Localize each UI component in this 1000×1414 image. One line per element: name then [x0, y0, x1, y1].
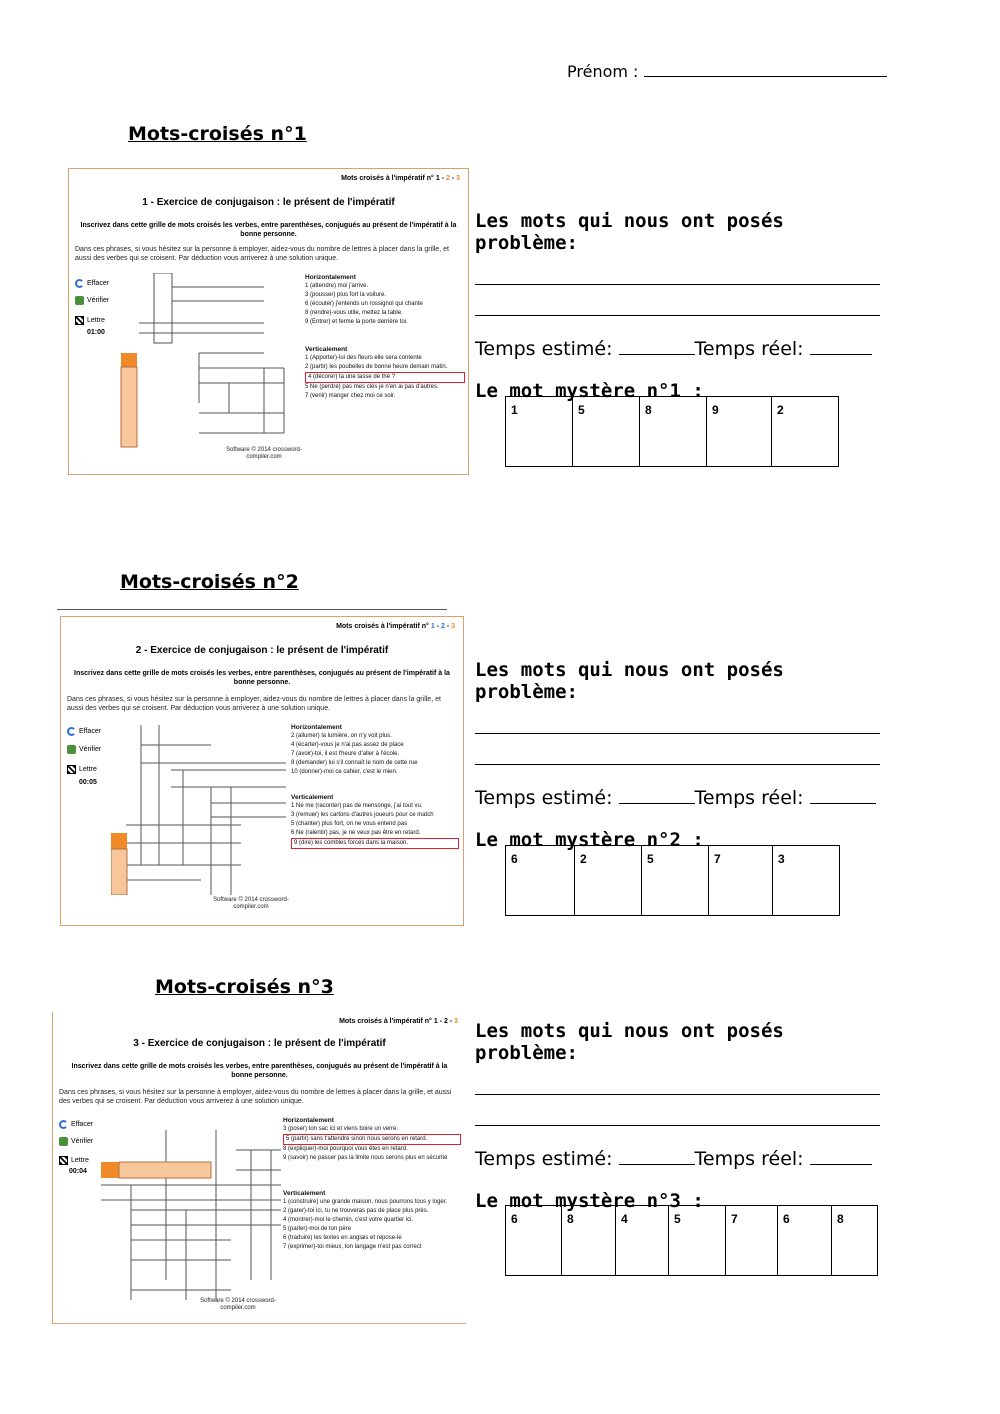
clue: 8 (demander) lui s'il connaît le nom de cette rue [291, 760, 418, 766]
topref-sep: - [449, 175, 457, 182]
mystery-cell[interactable]: 4 [616, 1206, 669, 1276]
clue: 4 (montrer)-moi le chemin, c'est votre quartier ici. [283, 1217, 414, 1223]
mystery-word-grid-2 [505, 845, 840, 916]
time-est-blank[interactable] [619, 338, 695, 355]
horiz-title: Horizontalement [291, 724, 342, 731]
mystery-label: Le mot mystère n°2 : [475, 829, 704, 851]
problem-label: Les mots qui nous ont posés problème: [475, 1020, 784, 1064]
exercise-title-2: Mots-croisés n°2 [120, 571, 299, 593]
exercise-paragraph: Dans ces phrases, si vous hésitez sur la personne à employer, aidez-vous du nombre de lettres à placer dans la grille, et aussi des verbes qui se croisent. Par déduction vous arriverez à une solution unique. [75, 246, 449, 262]
mystery-cell[interactable]: 5 [669, 1206, 726, 1276]
exercise-paragraph: Dans ces phrases, si vous hésitez sur la personne à employer, aidez-vous du nombre de lettres à placer dans la grille, et aussi des verbes qui se croisent. Par déduction vous arriverez à une solution unique. [67, 696, 441, 712]
answer-line[interactable] [475, 284, 880, 285]
time-est-label: Temps estimé: [475, 1148, 613, 1170]
vert-title: Verticalement [283, 1190, 326, 1197]
exercise-instruction: Inscrivez dans cette grille de mots croisés les verbes, entre parenthèses, conjugués au présent de l'impératif à la bonne personne. [80, 222, 457, 238]
tool-verifier [59, 1137, 93, 1146]
clue-highlighted: 9 (dire) les combles forcés dans la maison. [291, 838, 459, 849]
topref-sep: - [447, 1018, 455, 1025]
topref-1 [341, 175, 460, 182]
time-real-blank[interactable] [810, 338, 872, 355]
clue: 6 (écouter) j'entends un rossignol qui chante [305, 301, 423, 307]
answer-line[interactable] [475, 764, 880, 765]
tool-label: Effacer [71, 1121, 94, 1128]
prenom-field [567, 62, 887, 81]
topref-num: 1 [430, 623, 435, 630]
tool-lettre [67, 765, 97, 774]
mystery-label: Le mot mystère n°1 : [475, 380, 704, 402]
tool-label: Vérifier [71, 1138, 94, 1145]
exercise-title-3: Mots-croisés n°3 [155, 976, 334, 998]
mystery-cell[interactable]: 8 [832, 1206, 878, 1276]
mystery-cell[interactable]: 9 [707, 397, 772, 467]
clue: 7 (venir) manger chez moi ce soir. [305, 393, 396, 399]
tool-label: Effacer [87, 280, 110, 287]
topref-prefix: Mots croisés à l'impératif n° [339, 1018, 432, 1025]
exercise-instruction: Inscrivez dans cette grille de mots croisés les verbes, entre parenthèses, conjugués au présent de l'impératif à la bonne personne. [71, 1063, 448, 1079]
prenom-label: Prénom : [567, 62, 639, 81]
clue-highlighted: 5 (partir) sans t'attendre sinon nous serons en retard. [283, 1134, 461, 1145]
tool-label: Vérifier [79, 746, 102, 753]
exercise-heading: 2 - Exercice de conjugaison : le présent de l'impératif [135, 645, 389, 656]
clue: 1 (attendre) moi j'arrive. [305, 283, 369, 289]
time-est-blank[interactable] [619, 787, 695, 804]
clue: 10 (donner)-moi ce cahier, c'est le mien. [291, 769, 398, 775]
answer-panel-2 [475, 659, 885, 851]
tool-label: Lettre [79, 766, 97, 773]
tool-lettre [75, 316, 105, 325]
mystery-cell[interactable]: 8 [640, 397, 707, 467]
topref-sep: - [439, 175, 446, 182]
clue: 2 (allumer) la lumière, on n'y voit plus. [291, 733, 392, 739]
crossword-screenshot-2 [60, 616, 464, 926]
clue: 3 (pousser) plus fort la voiture. [305, 292, 387, 298]
divider [57, 609, 447, 610]
tool-label: Effacer [79, 728, 102, 735]
time-row [475, 1148, 885, 1170]
topref-sep: - [437, 1018, 444, 1025]
answer-line[interactable] [475, 1125, 880, 1126]
clue: 2 (garer)-toi ici, tu ne trouveras pas de place plus près. [283, 1208, 429, 1214]
topref-prefix: Mots croisés à l'impératif n° [341, 175, 434, 182]
mystery-cell[interactable]: 6 [506, 846, 575, 916]
clue: 8 (rendre)-vous utile, mettez la table. [305, 310, 403, 316]
clue: 5 (chanter) plus fort, on ne vous entend pas [291, 821, 408, 827]
clue: 5 (parler)-moi de ton père [283, 1226, 352, 1232]
tool-lettre [59, 1156, 89, 1165]
clue: 6 (traduire) les textes en anglais et repose-le [283, 1235, 402, 1241]
tool-label: Lettre [71, 1157, 89, 1164]
letter-icon [67, 765, 76, 774]
tool-label: Vérifier [87, 297, 110, 304]
exercise-heading: 1 - Exercice de conjugaison : le présent de l'impératif [142, 197, 395, 208]
time-real-blank[interactable] [810, 787, 876, 804]
time-real-label: Temps réel: [694, 787, 804, 809]
clues-panel [305, 273, 465, 401]
mystery-cell[interactable]: 6 [506, 1206, 562, 1276]
tool-verifier [75, 296, 109, 305]
topref-2 [336, 623, 455, 630]
answer-line[interactable] [475, 1094, 880, 1095]
refresh-icon [59, 1120, 68, 1129]
crossword-screenshot-3 [52, 1012, 466, 1324]
problem-label: Les mots qui nous ont posés problème: [475, 210, 784, 254]
problem-label: Les mots qui nous ont posés problème: [475, 659, 784, 703]
check-icon [59, 1137, 68, 1146]
clue: 9 (Entrer) et ferme la porte derrière toi. [305, 319, 408, 325]
tool-effacer [67, 727, 101, 736]
topref-sep: - [444, 623, 452, 630]
time-real-label: Temps réel: [694, 1148, 804, 1170]
topref-num: 3 [456, 175, 460, 182]
topref-sep: - [434, 623, 441, 630]
clue: 7 (avoir)-toi, il est l'heure d'aller à l'école. [291, 751, 400, 757]
topref-num: 2 [443, 1018, 448, 1025]
topref-num: 1 [435, 175, 440, 182]
refresh-icon [75, 279, 84, 288]
exercise-paragraph: Dans ces phrases, si vous hésitez sur la personne à employer, aidez-vous du nombre de lettres à placer dans la grille, et aussi des verbes qui se croisent. Par déduction vous arriverez à une solution unique. [59, 1089, 452, 1105]
check-icon [75, 296, 84, 305]
topref-prefix: Mots croisés à l'impératif n° [336, 623, 429, 630]
clue: 4 (écarter)-vous je n'ai pas assez de place [291, 742, 404, 748]
prenom-blank[interactable] [644, 63, 887, 77]
horiz-title: Horizontalement [305, 274, 356, 281]
credit: Software © 2014 crossword-compiler.com [226, 447, 302, 460]
topref-num: 3 [454, 1018, 458, 1025]
topref-num: 2 [445, 175, 450, 182]
mystery-cell[interactable]: 7 [726, 1206, 778, 1276]
exercise-title-1: Mots-croisés n°1 [128, 123, 307, 145]
mystery-cell[interactable]: 8 [562, 1206, 616, 1276]
clue: 8 (expliquer)-moi pourquoi vous êtes en retard. [283, 1146, 408, 1152]
exercise-heading: 3 - Exercice de conjugaison : le présent de l'impératif [133, 1038, 386, 1049]
timer: 01:00 [87, 329, 105, 336]
time-real-blank[interactable] [810, 1148, 872, 1165]
time-row [475, 338, 885, 360]
clue: 3 (poser) ton sac ici et viens boire un verre. [283, 1126, 399, 1132]
mystery-cell[interactable]: 3 [773, 846, 840, 916]
horiz-title: Horizontalement [283, 1117, 334, 1124]
mystery-word-grid-1 [505, 396, 839, 467]
answer-panel-1 [475, 210, 885, 402]
mystery-word-grid-3 [505, 1205, 878, 1276]
topref-num: 3 [451, 623, 455, 630]
time-real-label: Temps réel: [694, 338, 804, 360]
mystery-cell[interactable]: 2 [772, 397, 839, 467]
clue: 1 Ne me (raconter) pas de mensonge, j'ai tout vu. [291, 803, 423, 809]
letter-icon [59, 1156, 68, 1165]
answer-panel-3 [475, 1020, 885, 1212]
timer: 00:05 [79, 779, 97, 786]
tool-effacer [75, 279, 109, 288]
exercise-instruction: Inscrivez dans cette grille de mots croisés les verbes, entre parenthèses, conjugués au présent de l'impératif à la bonne personne. [74, 670, 450, 686]
crossword-screenshot-1 [68, 168, 469, 475]
timer: 00:04 [69, 1168, 87, 1175]
check-icon [67, 745, 76, 754]
letter-icon [75, 316, 84, 325]
mystery-cell[interactable]: 5 [642, 846, 709, 916]
crossword-grid [119, 273, 309, 453]
answer-line[interactable] [475, 315, 880, 316]
clue: 1 (construire) une grande maison, nous pourrons tous y loger. [283, 1199, 448, 1205]
clue: 5 Ne (perdre) pas mes clés je n'en ai pas d'autres. [305, 384, 439, 390]
clue: 7 (exprimer)-toi mieux, ton langage n'est pas correct [283, 1244, 422, 1250]
credit: Software © 2014 crossword-compiler.com [213, 897, 289, 910]
mystery-cell[interactable]: 1 [506, 397, 573, 467]
topref-num: 1 [433, 1018, 438, 1025]
refresh-icon [67, 727, 76, 736]
vert-title: Verticalement [291, 794, 334, 801]
clue: 3 (remuer) les cartons d'autres joueurs pour ce match [291, 812, 434, 818]
clue: 6 Ne (ralentir) pas, je ne veux pas être en retard. [291, 830, 421, 836]
mystery-cell[interactable]: 7 [709, 846, 773, 916]
vert-title: Verticalement [305, 346, 348, 353]
topref-num: 2 [440, 623, 445, 630]
clue-highlighted: 4 (décorer) ta une tasse de thé ? [305, 372, 465, 383]
clues-panel [283, 1116, 461, 1252]
clues-panel [291, 723, 459, 849]
mystery-cell[interactable]: 2 [575, 846, 642, 916]
mystery-label: Le mot mystère n°3 : [475, 1190, 704, 1212]
tool-verifier [67, 745, 101, 754]
mystery-cell[interactable]: 6 [778, 1206, 832, 1276]
tool-effacer [59, 1120, 93, 1129]
time-est-label: Temps estimé: [475, 787, 613, 809]
clue: 1 (Apporter)-lui des fleurs elle sera contente [305, 355, 422, 361]
time-est-blank[interactable] [619, 1148, 695, 1165]
answer-line[interactable] [475, 733, 880, 734]
clue: 9 (savoir) ne passer pas la limite nous serons plus en sécurité [283, 1155, 448, 1161]
clue: 2 (partir) les poubelles de bonne heure demain matin. [305, 364, 448, 370]
time-est-label: Temps estimé: [475, 338, 613, 360]
crossword-grid [101, 1130, 291, 1310]
crossword-grid [111, 725, 301, 895]
mystery-cell[interactable]: 5 [573, 397, 640, 467]
time-row [475, 787, 885, 809]
tool-label: Lettre [87, 317, 105, 324]
credit: Software © 2014 crossword-compiler.com [200, 1298, 276, 1311]
topref-3 [339, 1018, 458, 1025]
